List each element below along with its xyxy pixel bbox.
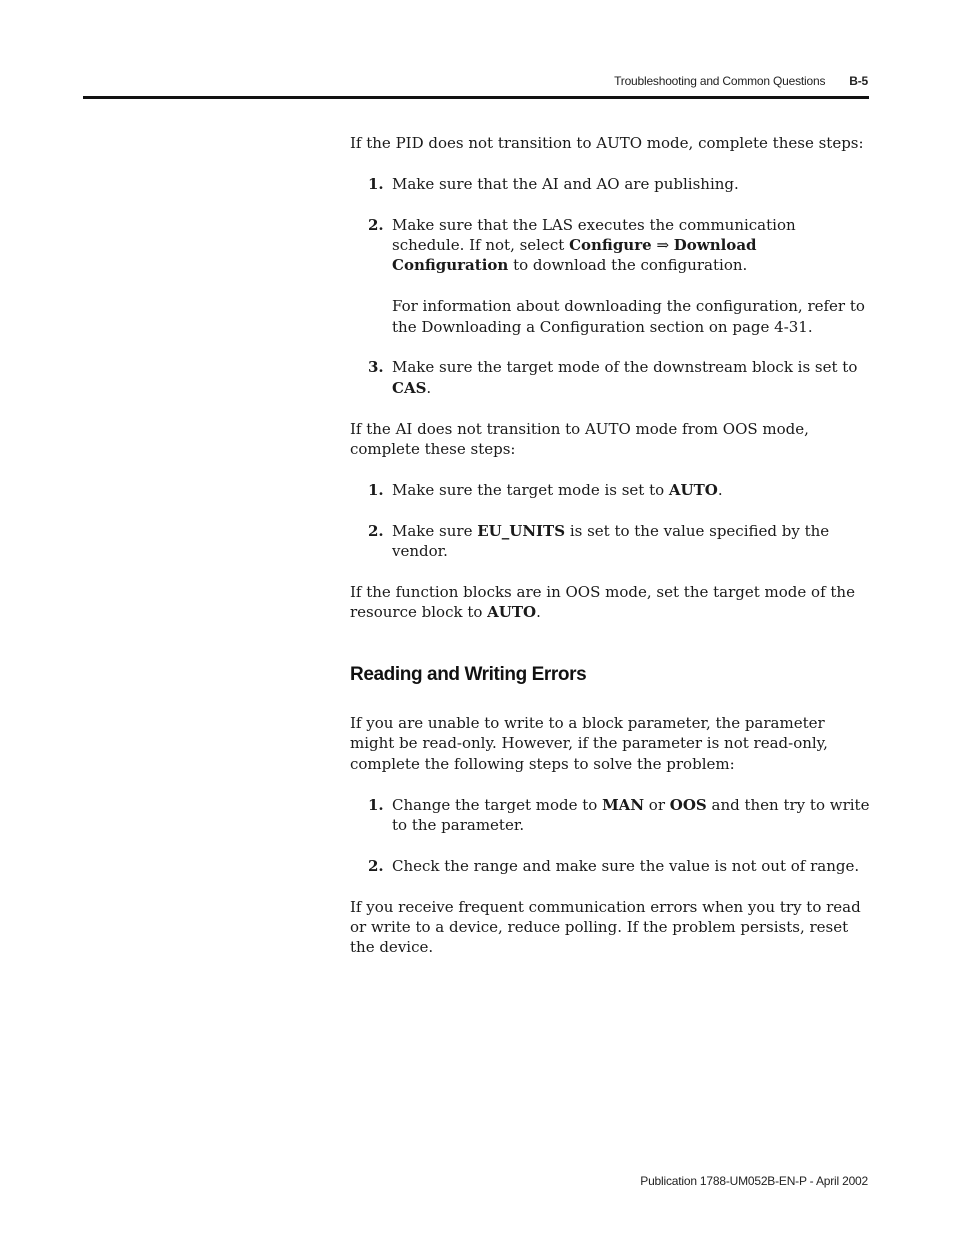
- mode-auto: AUTO: [487, 603, 537, 622]
- main-content: [350, 133, 870, 978]
- section-heading: Reading and Writing Errors: [350, 663, 587, 685]
- step-number: 1.: [368, 174, 384, 193]
- rw-steps: [350, 795, 870, 877]
- menu-arrow: ⇒: [651, 236, 674, 254]
- page-footer: Publication 1788-UM052B-EN-P - April 2002: [640, 1174, 868, 1188]
- step-text: Check the range and make sure the value is not out of range.: [392, 856, 860, 875]
- step-number: 2.: [368, 215, 384, 234]
- header-title: Troubleshooting and Common Questions: [614, 74, 826, 88]
- paragraph-text: .: [536, 603, 541, 622]
- paragraph-text: If the function blocks are in OOS mode, set the target mode of the resource block to: [350, 582, 855, 622]
- header-rule: [83, 96, 869, 99]
- page-number: B-5: [849, 74, 868, 88]
- rw-outro: If you receive frequent communication errors when you try to read or write to a device, reduce polling. If the problem persists, reset the device.: [350, 897, 861, 957]
- mode-auto: AUTO: [668, 480, 718, 499]
- step-text: .: [717, 480, 723, 499]
- step-text: Change the target mode to: [392, 795, 603, 814]
- step-number: 2.: [368, 521, 384, 540]
- menu-configure: Configure: [569, 236, 652, 254]
- rw-step-2: [368, 856, 870, 876]
- function-blocks-paragraph: [350, 582, 870, 623]
- pid-step-3: [368, 357, 870, 398]
- ai-step-2: [368, 521, 870, 562]
- ai-intro: If the AI does not transition to AUTO mode from OOS mode, complete these steps:: [350, 419, 809, 459]
- pid-step-1: [368, 174, 870, 194]
- step-text: Make sure the target mode is set to: [392, 480, 669, 499]
- mode-oos: OOS: [669, 795, 707, 814]
- menu-download-configuration: Download Configuration: [392, 236, 757, 275]
- page-header: [614, 74, 868, 88]
- step-text: Make sure that the LAS executes the communication schedule. If not, select: [392, 215, 796, 254]
- rw-step-1: [368, 795, 870, 836]
- step-text: .: [426, 378, 432, 397]
- ai-step-1: [368, 480, 870, 500]
- mode-man: MAN: [602, 795, 645, 814]
- param-eu-units: EU_UNITS: [477, 521, 566, 540]
- step-number: 2.: [368, 856, 384, 875]
- step-text: Make sure that the AI and AO are publishing.: [392, 174, 739, 193]
- step-note: For information about downloading the configuration, refer to the Downloading a Configuration section on page 4-31.: [392, 297, 865, 336]
- step-text: Make sure the target mode of the downstream block is set to: [392, 358, 858, 377]
- pid-steps: [350, 174, 870, 398]
- rw-intro: If you are unable to write to a block parameter, the parameter might be read-only. However, if the parameter is not read-only, complete the following steps to solve the problem:: [350, 714, 828, 773]
- pid-step-2: [368, 215, 870, 337]
- mode-cas: CAS: [392, 378, 427, 397]
- ai-steps: [350, 480, 870, 562]
- step-text: or: [644, 795, 670, 814]
- step-number: 1.: [368, 795, 384, 814]
- step-text: and then try to write to the parameter.: [392, 795, 870, 835]
- step-text: is set to the value specified by the vendor.: [392, 521, 830, 561]
- step-number: 3.: [368, 358, 384, 377]
- step-number: 1.: [368, 480, 384, 499]
- pid-intro: If the PID does not transition to AUTO mode, complete these steps:: [350, 134, 864, 152]
- step-text: to download the configuration.: [508, 256, 748, 275]
- step-text: Make sure: [392, 521, 478, 540]
